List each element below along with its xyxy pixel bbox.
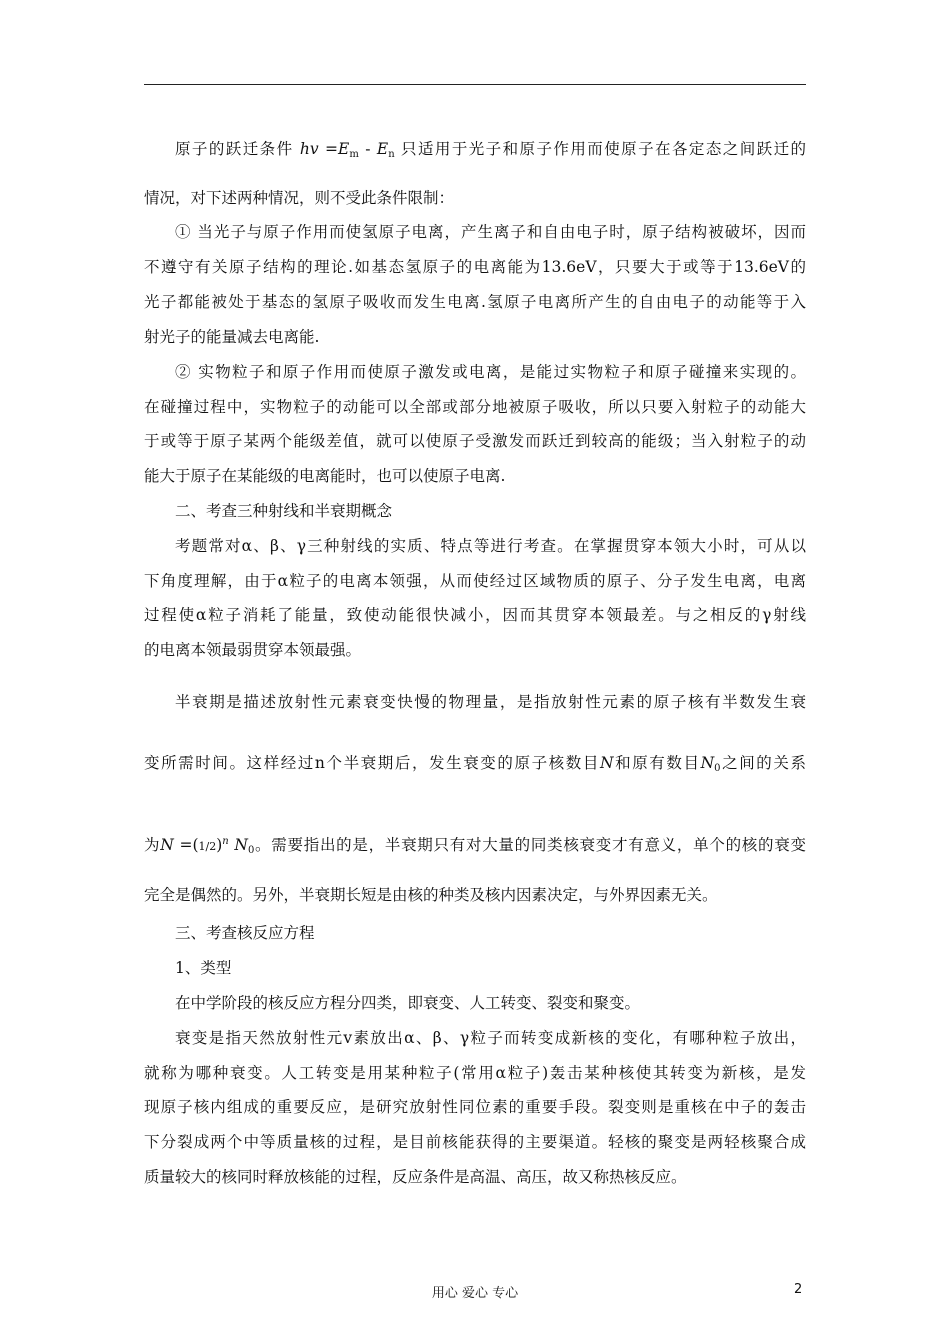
formula-decay: $N =(1/2)^n$ $N_0$ (160, 836, 255, 856)
formula-hv: hv $=E_m - E_n$ (299, 140, 395, 160)
text-line-14: 过程使α粒子消耗了能量，致使动能很快减小，因而其贯穿本领最差。与之相反的γ射线 (144, 606, 806, 624)
text-line-7: ② 实物粒子和原子作用而使原子激发或电离，是能过实物粒子和原子碰撞来实现的。 (175, 363, 806, 381)
text-line-16: 半衰期是描述放射性元素衰变快慢的物理量，是指放射性元素的原子核有半数发生衰 (175, 693, 806, 711)
formula-n: N (599, 754, 614, 772)
text-line-4: 不遵守有关原子结构的理论.如基态氢原子的电离能为13.6eV，只要大于或等于13.6eV的 (144, 258, 806, 276)
text-line-2: 情况，对下述两种情况，则不受此条件限制： (144, 189, 455, 207)
subsection-heading: 1、类型 (175, 959, 232, 977)
text-line-24: 就称为哪种衰变。人工转变是用某种粒子(常用α粒子)轰击某种核使其转变为新核，是发 (144, 1064, 806, 1082)
text-line-15: 的电离本领最弱贯穿本领最强。 (144, 641, 362, 659)
page-number: 2 (794, 1282, 803, 1297)
text-line-9: 于或等于原子某两个能级差值，就可以使原子受激发而跃迁到较高的能级；当入射粒子的动 (144, 432, 806, 450)
section-heading-2: 二、考查三种射线和半衰期概念 (175, 502, 393, 520)
text-line-26: 下分裂成两个中等质量核的过程，是目前核能获得的主要渠道。轻核的聚变是两轻核聚合成 (144, 1133, 806, 1151)
text-span: 只适用于光子和原子作用而使原子在各定态之间跃迁的 (401, 140, 806, 158)
text-line-27: 质量较大的核同时释放核能的过程，反应条件是高温、高压，故又称热核反应。 (144, 1168, 687, 1186)
text-line-1 (144, 138, 806, 166)
text-line-8: 在碰撞过程中，实物粒子的动能可以全部或部分地被原子吸收，所以只要入射粒子的动能大 (144, 398, 806, 416)
text-line-19: 完全是偶然的。另外，半衰期长短是由核的种类及核内因素决定，与外界因素无关。 (144, 886, 718, 904)
text-line-5: 光子都能被处于基态的氢原子吸收而发生电离.氢原子电离所产生的自由电子的动能等于入 (144, 293, 806, 311)
text-line-23: 衰变是指天然放射性元v素放出α、β、γ粒子而转变成新核的变化，有哪种粒子放出， (175, 1029, 806, 1047)
text-line-3: ① 当光子与原子作用而使氢原子电离，产生离子和自由电子时，原子结构被破坏，因而 (175, 223, 806, 241)
text-line-12: 考题常对α、β、γ三种射线的实质、特点等进行考查。在掌握贯穿本领大小时，可从以 (175, 537, 806, 555)
footer-text: 用心 爱心 专心 (431, 1286, 519, 1301)
text-line-22: 在中学阶段的核反应方程分四类，即衰变、人工转变、裂变和聚变。 (175, 994, 641, 1012)
text-line-17: 变所需时间。这样经过n个半衰期后，发生衰变的原子核数目N和原有数目$N_0$之间的关系 (144, 754, 806, 774)
header-rule (144, 84, 806, 85)
text-line-6: 射光子的能量减去电离能. (144, 328, 320, 346)
text-line-13: 下角度理解，由于α粒子的电离本领强，从而使经过区域物质的原子、分子发生电离，电离 (144, 572, 806, 590)
text-span: 原子的跃迁条件 (175, 140, 294, 158)
text-line-25: 现原子核内组成的重要反应，是研究放射性同位素的重要手段。裂变则是重核在中子的轰击 (144, 1098, 806, 1116)
text-line-10: 能大于原子在某能级的电离能时，也可以使原子电离. (144, 467, 506, 485)
section-heading-3: 三、考查核反应方程 (175, 924, 315, 942)
text-line-18: 为$N =(1/2)^n$ $N_0$。需要指出的是，半衰期只有对大量的同类核衰变才有意义，单个的核的衰变 (144, 836, 806, 856)
formula-n0: $N_0$ (700, 754, 721, 774)
